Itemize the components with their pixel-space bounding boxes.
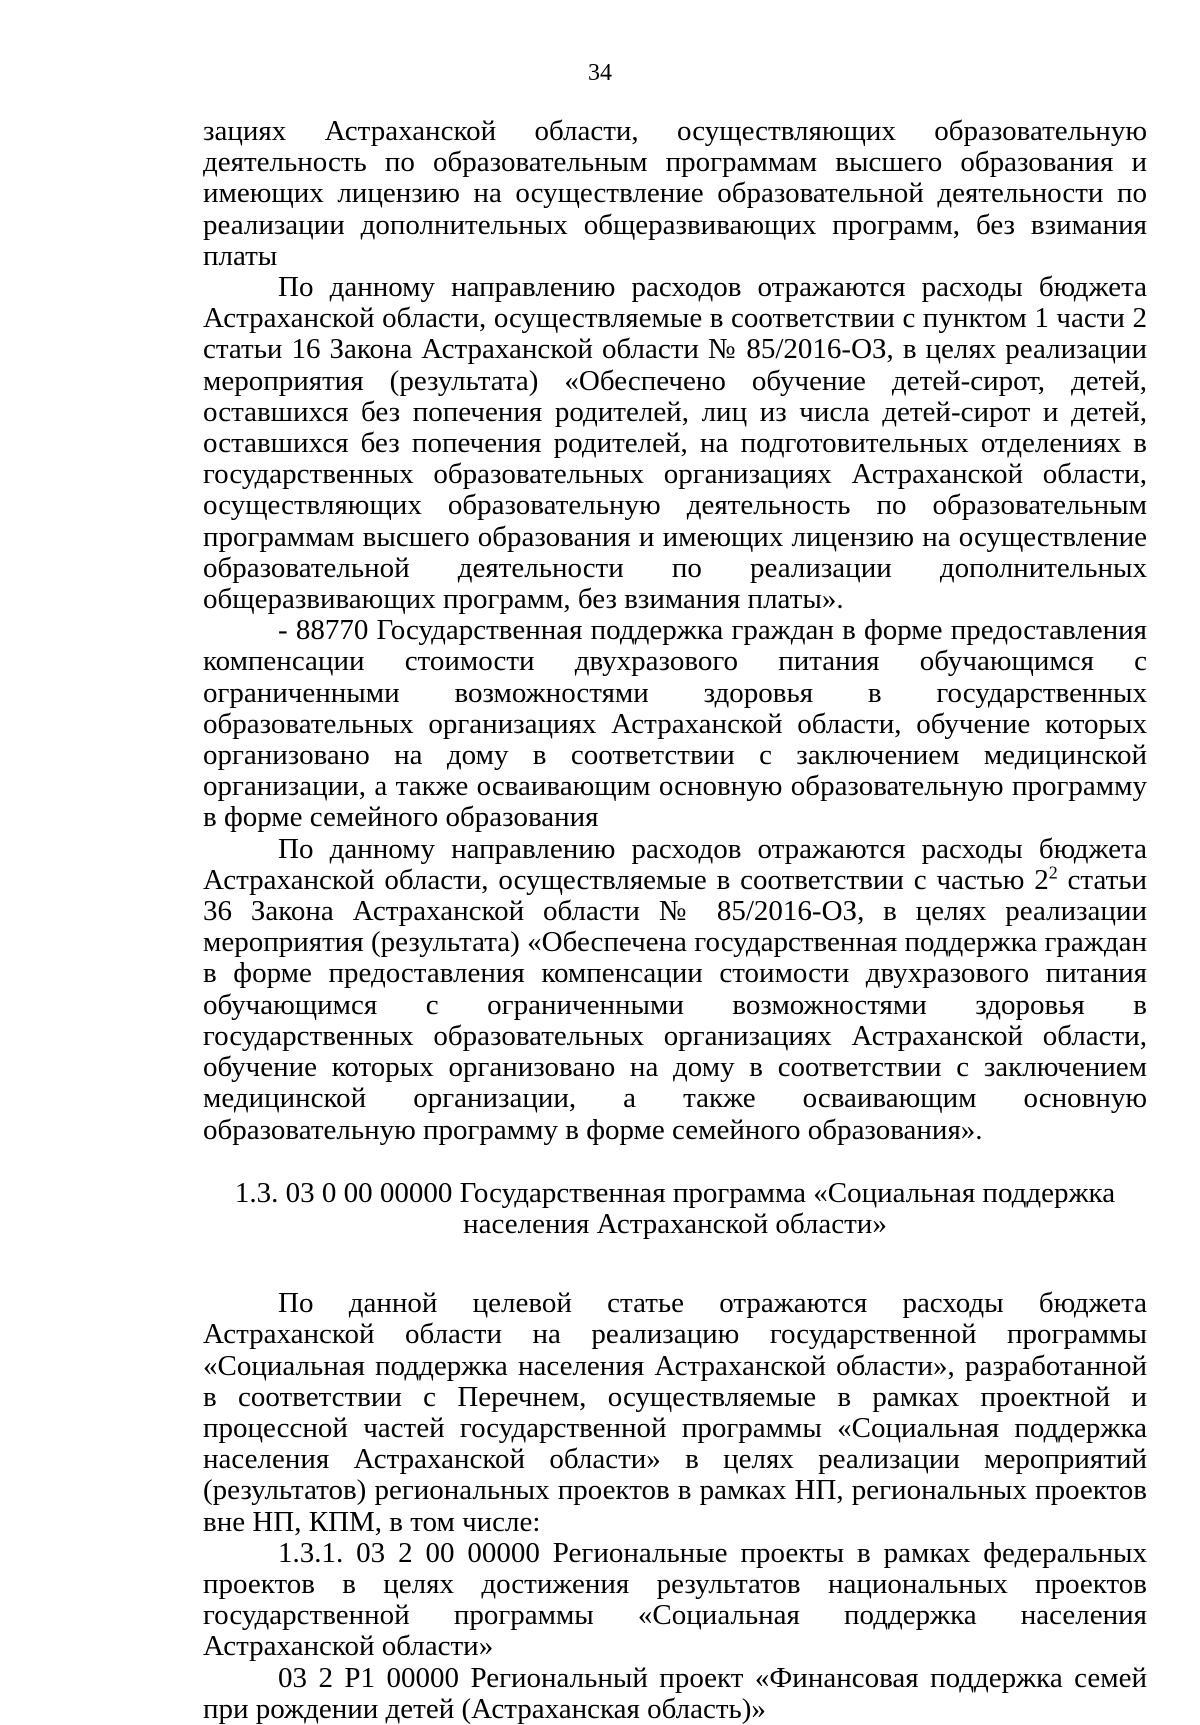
paragraph-regional-project-p1: 03 2 Р1 00000 Региональный проект «Финансовая поддержка семей при рождении детей (Астраханская область)» bbox=[203, 1661, 1147, 1725]
spacer bbox=[203, 1146, 1147, 1178]
paragraph-text-part: статьи 36 Закона Астраханской области № 85/2016-ОЗ, в целях реализации мероприятия (результата) «Обеспечена государственная поддержка граждан в форме предоставления компенсации стоимости двухразового питания обучающимся с ограниченными возможностями здоровья в государственных образовательных организациях Астраханской области, обучение которых организовано на дому в соответствии с заключением медицинской организации, а также осваивающим основную образовательную программу в форме семейного образования». bbox=[203, 863, 1147, 1146]
paragraph-program-description: По данной целевой статье отражаются расходы бюджета Астраханской области на реализацию государственной программы «Социальная поддержка населения Астраханской области», разработанной в соответствии с Перечнем, осуществляемые в рамках проектной и процессной частей государственной программы «Социальная поддержка населения Астраханской области» в целях реализации мероприятий (результатов) региональных проектов в рамках НП, региональных проектов вне НП, КПМ, в том числе: bbox=[203, 1287, 1147, 1538]
paragraph-continuation: зациях Астраханской области, осуществляющих образовательную деятельность по образовательным программам высшего образования и имеющих лицензию на осуществление образовательной деятельности по реализации дополнительных общеразвивающих программ, без взимания платы bbox=[203, 115, 1147, 272]
page-number: 34 bbox=[588, 60, 612, 86]
document-body bbox=[203, 116, 1147, 1725]
spacer bbox=[203, 1240, 1147, 1288]
paragraph-expense-direction-2 bbox=[203, 834, 1147, 1146]
paragraph-subsection-1-3-1: 1.3.1. 03 2 00 00000 Региональные проекты в рамках федеральных проектов в целях достижения результатов национальных проектов государственной программы «Социальная поддержка населения Астраханской области» bbox=[203, 1536, 1147, 1663]
section-heading: 1.3. 03 0 00 00000 Государственная программа «Социальная поддержка населения Астраханской области» bbox=[234, 1176, 1116, 1240]
paragraph-text-part: По данному направлению расходов отражаются расходы бюджета Астраханской области, осуществляемые в соответствии с частью 2 bbox=[203, 832, 1147, 896]
superscript: 2 bbox=[1048, 862, 1058, 883]
paragraph-expense-direction-1: По данному направлению расходов отражаются расходы бюджета Астраханской области, осуществляемые в соответствии с пунктом 1 части 2 статьи 16 Закона Астраханской области № 85/2016-ОЗ, в целях реализации мероприятия (результата) «Обеспечено обучение детей-сирот, детей, оставшихся без попечения родителей, лиц из числа детей-сирот и детей, оставшихся без попечения родителей, на подготовительных отделениях в государственных образовательных организациях Астраханской области, осуществляющих образовательную деятельность по образовательным программам высшего образования и имеющих лицензию на осуществление образовательной деятельности по реализации дополнительных общеразвивающих программ, без взимания платы». bbox=[203, 271, 1147, 616]
paragraph-code-88770: - 88770 Государственная поддержка граждан в форме предоставления компенсации стоимости двухразового питания обучающимся с ограниченными возможностями здоровья в государственных образовательных организациях Астраханской области, обучение которых организовано на дому в соответствии с заключением медицинской организации, а также осваивающим основную образовательную программу в форме семейного образования bbox=[203, 614, 1147, 834]
